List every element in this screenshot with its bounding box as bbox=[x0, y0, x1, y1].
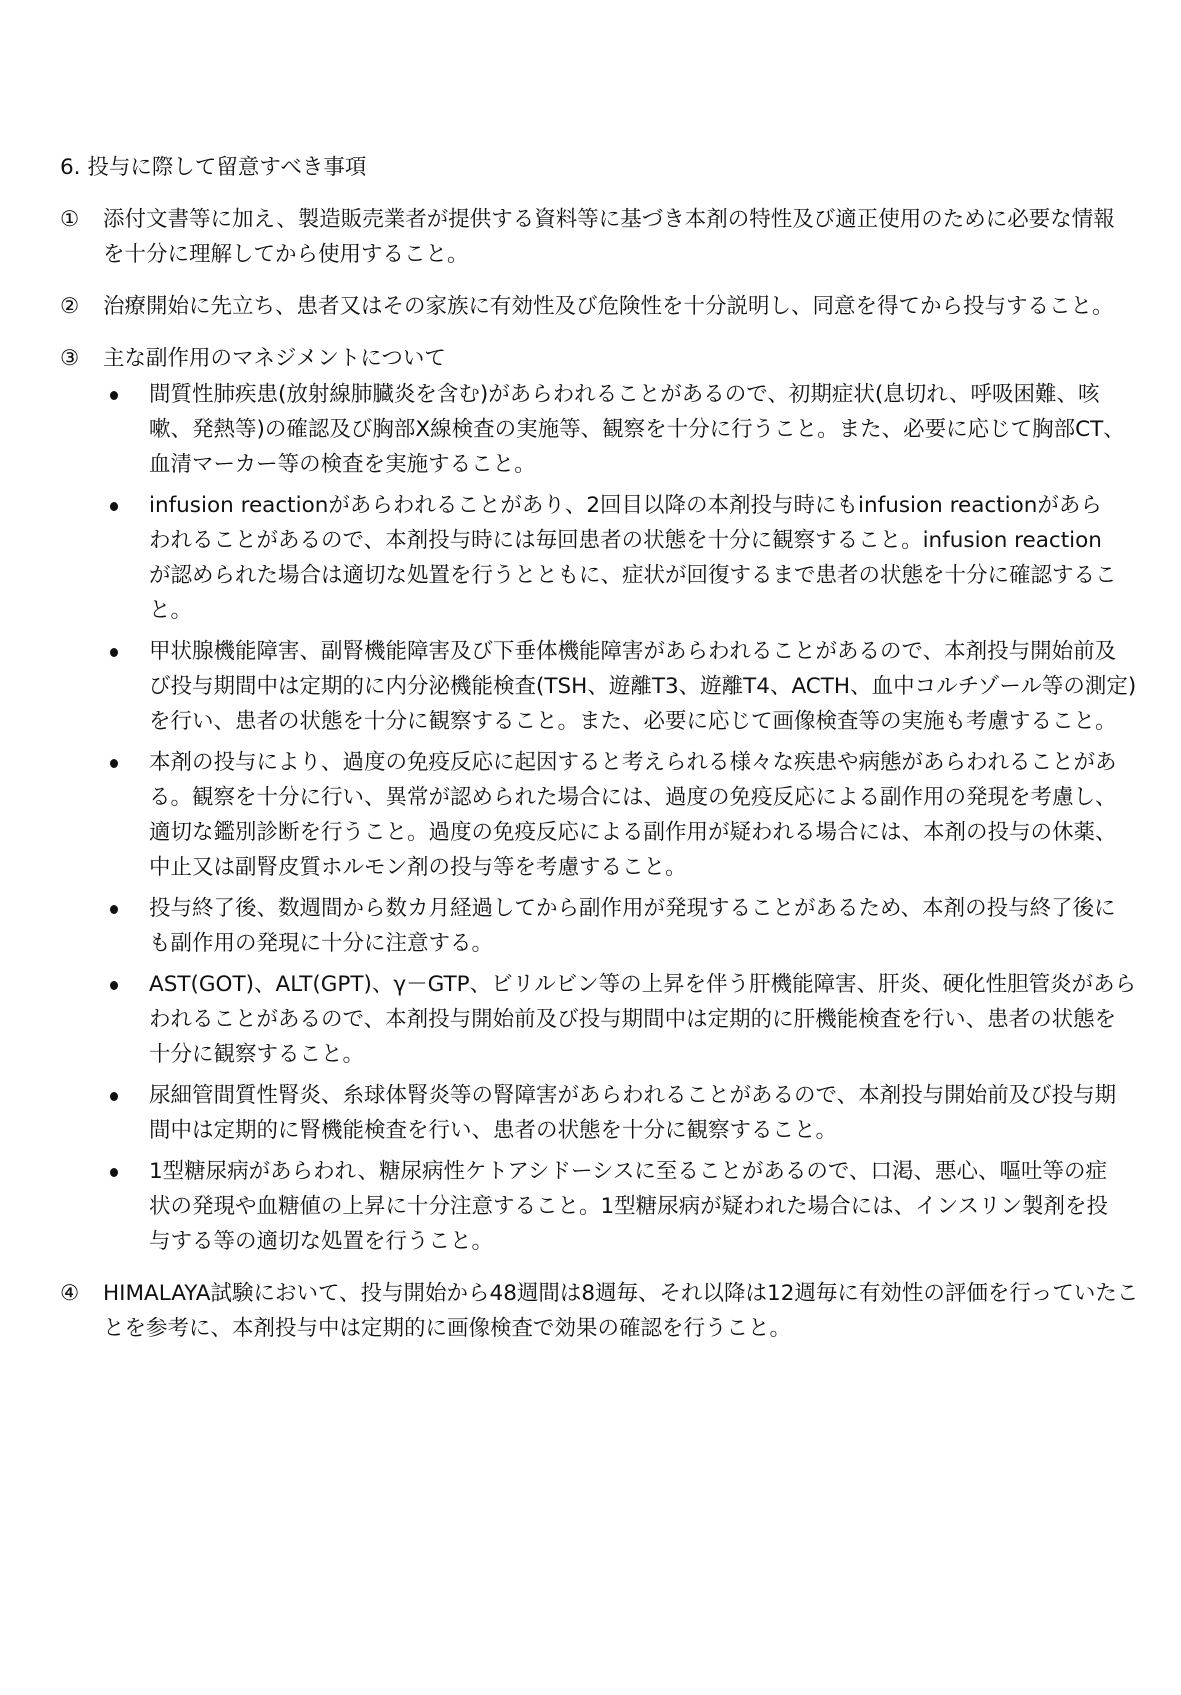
bullet-text-line: 血清マーカー等の検査を実施すること。 bbox=[149, 452, 536, 477]
bullet-dot-icon bbox=[110, 981, 118, 990]
item-text-line: 添付文書等に加え、製造販売業者が提供する資料等に基づき本剤の特性及び適正使用のために必要な情報 bbox=[103, 207, 1115, 232]
item-text-line: を十分に理解してから使用すること。 bbox=[103, 242, 469, 267]
bullet-text-line: 与する等の適切な処置を行うこと。 bbox=[149, 1229, 494, 1254]
bullet-dot-icon bbox=[110, 759, 118, 768]
bullet-text-line: われることがあるので、本剤投与時には毎回患者の状態を十分に観察すること。infusion reaction bbox=[149, 528, 1102, 553]
section-heading: 6. 投与に際して留意すべき事項 bbox=[60, 155, 367, 180]
bullet-text-line: 本剤の投与により、過度の免疫反応に起因すると考えられる様々な疾患や病態があらわれることがあ bbox=[149, 750, 1117, 775]
bullet-text-line: 甲状腺機能障害、副腎機能障害及び下垂体機能障害があらわれることがあるので、本剤投与開始前及 bbox=[149, 639, 1117, 664]
bullet-dot-icon bbox=[110, 1168, 118, 1177]
item-number: ③ bbox=[60, 346, 80, 371]
bullet-item bbox=[60, 634, 1137, 739]
bullet-text-line: と。 bbox=[149, 598, 193, 623]
bullet-text-line: AST(GOT)、ALT(GPT)、γ－GTP、ビリルビン等の上昇を伴う肝機能障害、肝炎、硬化性胆管炎があら bbox=[149, 972, 1137, 997]
item-text-line: 治療開始に先立ち、患者又はその家族に有効性及び危険性を十分説明し、同意を得てから投与すること。 bbox=[103, 294, 1114, 319]
bullet-text-line: が認められた場合は適切な処置を行うとともに、症状が回復するまで患者の状態を十分に確認するこ bbox=[149, 563, 1117, 588]
bullet-dot-icon bbox=[110, 391, 118, 400]
bullet-text-line: 十分に観察すること。 bbox=[149, 1042, 365, 1067]
document-body bbox=[60, 150, 1139, 1346]
item-number: ① bbox=[60, 207, 80, 232]
bullet-item bbox=[60, 1078, 1130, 1148]
bullet-item bbox=[60, 377, 1130, 482]
bullet-text-line: 1型糖尿病があらわれ、糖尿病性ケトアシドーシスに至ることがあるので、口渇、悪心、嘔吐等の症 bbox=[149, 1159, 1107, 1184]
bullet-text-line: を行い、患者の状態を十分に観察すること。また、必要に応じて画像検査等の実施も考慮すること。 bbox=[149, 709, 1117, 734]
bullet-text-line: 間中は定期的に腎機能検査を行い、患者の状態を十分に観察すること。 bbox=[149, 1118, 838, 1143]
bullet-dot-icon bbox=[110, 1092, 118, 1101]
bullet-text-line: 嗽、発熱等)の確認及び胸部X線検査の実施等、観察を十分に行うこと。また、必要に応じて胸部CT、 bbox=[149, 417, 1125, 442]
bullet-item bbox=[60, 1154, 1130, 1259]
bullet-dot-icon bbox=[110, 648, 118, 657]
item-number: ② bbox=[60, 294, 80, 319]
bullet-list bbox=[103, 377, 1137, 1259]
bullet-text-line: 尿細管間質性腎炎、糸球体腎炎等の腎障害があらわれることがあるので、本剤投与開始前及び投与期 bbox=[149, 1083, 1117, 1108]
bullet-text-line: 適切な鑑別診断を行うこと。過度の免疫反応による副作用が疑われる場合には、本剤の投与の休薬、 bbox=[149, 820, 1117, 845]
bullet-text-line: 状の発現や血糖値の上昇に十分注意すること。1型糖尿病が疑われた場合には、インスリン製剤を投 bbox=[149, 1194, 1109, 1219]
bullet-text-line: infusion reactionがあらわれることがあり、2回目以降の本剤投与時にもinfusion reactionがあら bbox=[149, 493, 1102, 518]
numbered-item bbox=[60, 341, 1137, 1259]
bullet-dot-icon bbox=[110, 905, 118, 914]
bullet-text-line: も副作用の発現に十分に注意する。 bbox=[149, 931, 494, 956]
bullet-item bbox=[60, 891, 1130, 961]
bullet-text-line: る。観察を十分に行い、異常が認められた場合には、過度の免疫反応による副作用の発現を考慮し、 bbox=[149, 785, 1117, 810]
bullet-text-line: 間質性肺疾患(放射線肺臓炎を含む)があらわれることがあるので、初期症状(息切れ、呼吸困難、咳 bbox=[149, 382, 1100, 407]
bullet-text-line: 中止又は副腎皮質ホルモン剤の投与等を考慮すること。 bbox=[149, 855, 687, 880]
numbered-item bbox=[60, 202, 1130, 272]
item-text-line: HIMALAYA試験において、投与開始から48週間は8週毎、それ以降は12週毎に有効性の評価を行っていたこ bbox=[103, 1281, 1139, 1306]
bullet-item bbox=[60, 488, 1130, 628]
item-number: ④ bbox=[60, 1281, 80, 1306]
bullet-text-line: 投与終了後、数週間から数カ月経過してから副作用が発現することがあるため、本剤の投与終了後に bbox=[149, 896, 1116, 921]
item-list bbox=[60, 202, 1139, 1346]
bullet-item bbox=[60, 967, 1137, 1072]
bullet-dot-icon bbox=[110, 502, 118, 511]
item-text-line: とを参考に、本剤投与中は定期的に画像検査で効果の確認を行うこと。 bbox=[103, 1316, 792, 1341]
bullet-text-line: われることがあるので、本剤投与開始前及び投与期間中は定期的に肝機能検査を行い、患者の状態を bbox=[149, 1007, 1117, 1032]
bullet-item bbox=[60, 745, 1130, 885]
numbered-item bbox=[60, 289, 1130, 324]
numbered-item bbox=[60, 1276, 1139, 1346]
bullet-text-line: び投与期間中は定期的に内分泌機能検査(TSH、遊離T3、遊離T4、ACTH、血中コルチゾール等の測定) bbox=[149, 674, 1137, 699]
item-text-line: 主な副作用のマネジメントについて bbox=[103, 346, 446, 371]
